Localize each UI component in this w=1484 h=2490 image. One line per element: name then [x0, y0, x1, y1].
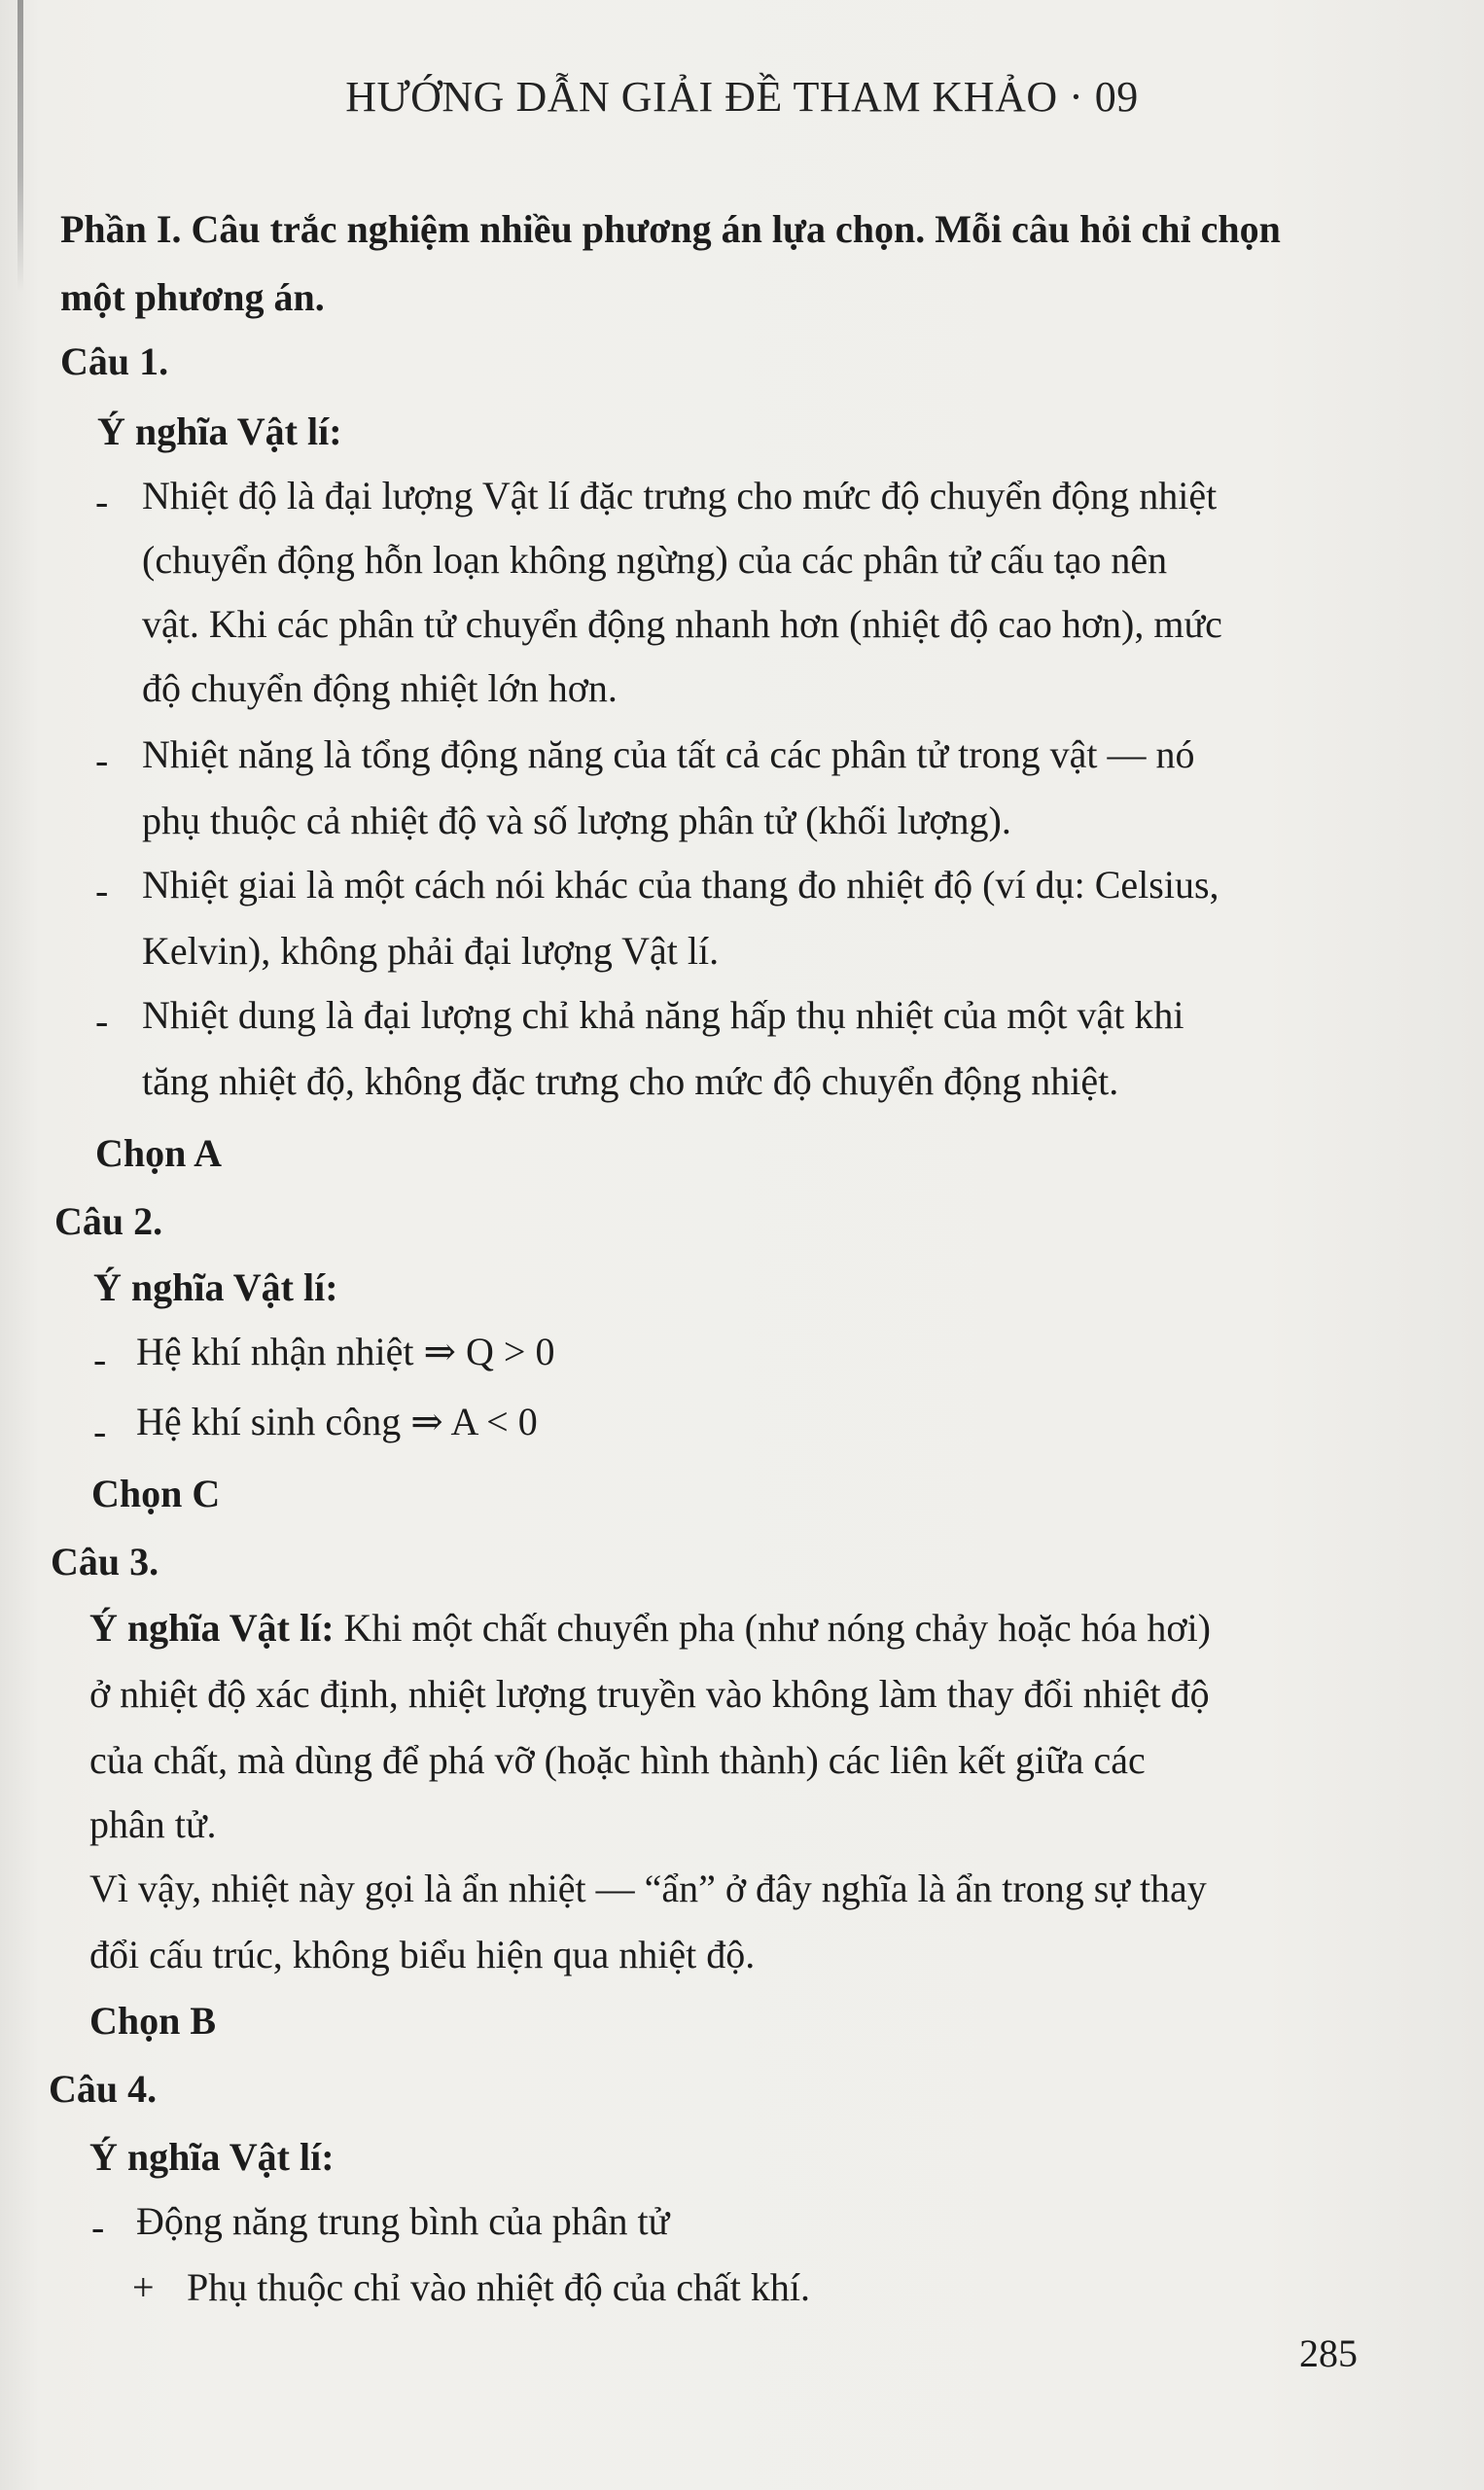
- q3-paragraph-1-line-1: [89, 1606, 1211, 1650]
- q1-bullet-3-line-1: Nhiệt giai là một cách nói khác của thang đo nhiệt độ (ví dụ: Celsius,: [142, 863, 1219, 907]
- q1-bullet-2-line-1: Nhiệt năng là tổng động năng của tất cả các phân tử trong vật — nó: [142, 732, 1195, 776]
- q4-sub-bullet-1: Phụ thuộc chỉ vào nhiệt độ của chất khí.: [187, 2265, 810, 2309]
- part-heading-line-2: một phương án.: [60, 275, 325, 319]
- q1-bullet-1-line-2: (chuyển động hỗn loạn không ngừng) của các phân tử cấu tạo nên: [142, 538, 1168, 582]
- bullet-plus: +: [132, 2265, 155, 2309]
- q2-bullet-1: Hệ khí nhận nhiệt ⇒ Q > 0: [136, 1330, 555, 1373]
- q3-paragraph-1-line-4: phân tử.: [89, 1802, 217, 1846]
- question-2-answer: Chọn C: [91, 1472, 221, 1515]
- q3-meaning-label: Ý nghĩa Vật lí:: [89, 1606, 335, 1650]
- question-2-title: Câu 2.: [54, 1199, 163, 1243]
- bullet-dash: -: [95, 480, 109, 523]
- question-1-meaning-label: Ý nghĩa Vật lí:: [97, 409, 342, 453]
- q3-paragraph-2-line-2: đổi cấu trúc, không biểu hiện qua nhiệt độ.: [89, 1933, 756, 1976]
- bullet-dash: -: [95, 999, 109, 1043]
- q3-paragraph-1-line-3: của chất, mà dùng để phá vỡ (hoặc hình thành) các liên kết giữa các: [89, 1738, 1146, 1782]
- q3-meaning-text: Khi một chất chuyển pha (như nóng chảy hoặc hóa hơi): [334, 1606, 1211, 1650]
- question-1-title: Câu 1.: [60, 339, 169, 383]
- q1-bullet-1-line-4: độ chuyển động nhiệt lớn hơn.: [142, 666, 618, 710]
- q2-bullet-2: Hệ khí sinh công ⇒ A < 0: [136, 1400, 538, 1443]
- q1-bullet-4-line-2: tăng nhiệt độ, không đặc trưng cho mức độ chuyển động nhiệt.: [142, 1059, 1119, 1103]
- q3-paragraph-1-line-2: ở nhiệt độ xác định, nhiệt lượng truyền vào không làm thay đổi nhiệt độ: [89, 1672, 1210, 1716]
- question-3-title: Câu 3.: [51, 1540, 159, 1583]
- page-header: HƯỚNG DẪN GIẢI ĐỀ THAM KHẢO · 09: [345, 73, 1139, 121]
- q3-paragraph-2-line-1: Vì vậy, nhiệt này gọi là ẩn nhiệt — “ẩn” ở đây nghĩa là ẩn trong sự thay: [89, 1867, 1207, 1910]
- question-4-title: Câu 4.: [49, 2067, 158, 2111]
- q1-bullet-1-line-3: vật. Khi các phân tử chuyển động nhanh hơn (nhiệt độ cao hơn), mức: [142, 602, 1222, 646]
- q1-bullet-4-line-1: Nhiệt dung là đại lượng chỉ khả năng hấp thụ nhiệt của một vật khi: [142, 993, 1184, 1037]
- bullet-dash: -: [93, 1409, 107, 1453]
- page-number: 285: [1299, 2331, 1358, 2375]
- question-2-meaning-label: Ý nghĩa Vật lí:: [93, 1265, 338, 1309]
- question-3-answer: Chọn B: [89, 1999, 217, 2043]
- bullet-dash: -: [93, 1337, 107, 1381]
- part-heading-line-1: Phần I. Câu trắc nghiệm nhiều phương án lựa chọn. Mỗi câu hỏi chỉ chọn: [60, 207, 1281, 251]
- bullet-dash: -: [95, 738, 109, 782]
- q4-bullet-1: Động năng trung bình của phân tử: [136, 2199, 670, 2243]
- q1-bullet-3-line-2: Kelvin), không phải đại lượng Vật lí.: [142, 929, 720, 973]
- q1-bullet-1-line-1: Nhiệt độ là đại lượng Vật lí đặc trưng cho mức độ chuyển động nhiệt: [142, 474, 1218, 517]
- bullet-dash: -: [91, 2205, 105, 2249]
- question-1-answer: Chọn A: [95, 1131, 223, 1175]
- page-spine-shadow: [18, 0, 23, 292]
- q1-bullet-2-line-2: phụ thuộc cả nhiệt độ và số lượng phân tử (khối lượng).: [142, 799, 1011, 842]
- bullet-dash: -: [95, 869, 109, 912]
- question-4-meaning-label: Ý nghĩa Vật lí:: [89, 2135, 335, 2179]
